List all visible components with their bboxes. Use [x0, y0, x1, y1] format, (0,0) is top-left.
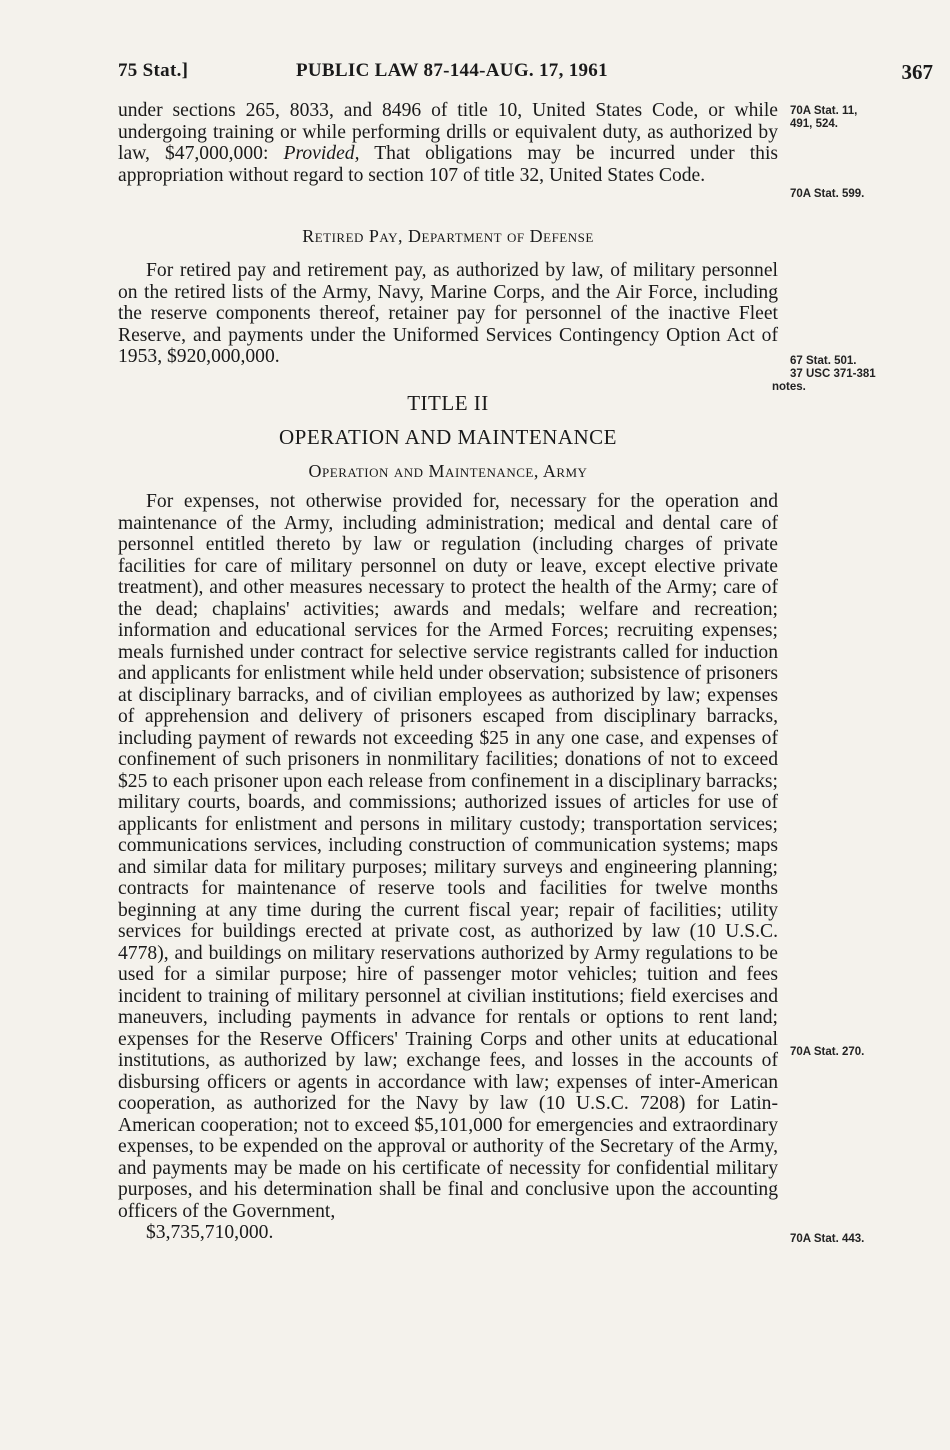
- division-heading: OPERATION AND MAINTENANCE: [279, 425, 617, 449]
- margin-note-citation: [790, 1233, 940, 1246]
- paragraph-text: That obligations may be incurred under this appropriation without regard to section 107 of title 32, United States Code.: [118, 143, 779, 186]
- volume-reference: 75 Stat.]: [118, 60, 189, 81]
- margin-note-line: 70A Stat. 443.: [790, 1233, 865, 1245]
- paragraph-text: under sections 265, 8033, and 8496 of title 10, United States Code, or while undergoing training or while performing drills or equivalent duty, as authorized by law, $47,000,000:: [118, 100, 778, 164]
- page-header: [118, 60, 933, 90]
- margin-note-line: 70A Stat. 270.: [790, 1046, 865, 1058]
- margin-note-line: 67 Stat. 501.: [790, 355, 857, 367]
- margin-note-line: 37 USC 371-381: [790, 368, 876, 380]
- margin-note-line: 491, 524.: [790, 118, 838, 130]
- paragraph-om-army: [118, 491, 778, 1244]
- margin-note-citation: [790, 1046, 940, 1059]
- paragraph-text: For expenses, not otherwise provided for, necessary for the operation and maintenance of the Army, including administration; medical and dental care of personnel entitled thereto by law or regulation (including charges of private facilities for care of military personnel on duty or leave, except elective private treatment), and other measures necessary to protect the health of the Army; care of the dead; chaplains' activities; awards and medals; welfare and recreation; information and educational services for the Armed Forces; recruiting expenses; meals furnished under contract for selective service registrants called for induction and applicants for enlistment while held under observation; subsistence of prisoners at disciplinary barracks, and of civilian employees as authorized by law; expenses of apprehension and delivery of prisoners escaped from disciplinary barracks, including payment of rewards not exceeding $25 in any one case, and expenses of confinement of such prisoners in nonmilitary facilities; donations of not to exceed $25 to each prisoner upon each release from confinement in a disciplinary barracks; military courts, boards, and commissions; authorized issues of articles for use of applicants for enlistment and persons in military custody; transportation services; communications services, including construction of communication systems; maps and similar data for military purposes; military surveys and engineering planning; contracts for maintenance of reserve tools and facilities for twelve months beginning at any time during the current fiscal year; repair of facilities; utility services for buildings erected at private cost, as authorized by law (10 U.S.C. 4778), and buildings on military reservations authorized by Army regulations to be used for a similar purpose; hire of passenger motor vehicles; tuition and fees incident to training of military personnel at civilian institutions; field exercises and maneuvers, including payments in advance for rentals or options to rent land; expenses for the Reserve Officers' Training Corps and other units at educational institutions, as authorized by law; exchange fees, and losses in the accounts of disbursing officers or agents in accordance with law; expenses of inter-American cooperation, as authorized for the Navy by law (10 U.S.C. 7208) for Latin-American cooperation; not to exceed $5,101,000 for emergencies and extraordinary expenses, to be expended on the approval or authority of the Secretary of the Army, and payments may be made on his certificate of necessity for confidential military purposes, and his determination shall be final and conclusive upon the accounting officers of the Government,: [118, 491, 778, 1222]
- main-text-column: [118, 100, 778, 1244]
- appropriation-amount: $3,735,710,000.: [146, 1222, 274, 1243]
- provided-italic: Provided,: [283, 143, 360, 164]
- section-heading-om-army: Operation and Maintenance, Army: [308, 461, 588, 481]
- margin-note-line: 70A Stat. 11,: [790, 105, 858, 117]
- margin-note-line: notes.: [772, 381, 806, 393]
- margin-note-line: 70A Stat. 599.: [790, 188, 865, 200]
- margin-note-citation: [790, 105, 940, 131]
- title-heading: TITLE II: [407, 391, 489, 415]
- page-number: 367: [901, 60, 933, 84]
- margin-note-citation: [772, 355, 940, 394]
- margin-note-citation: [790, 188, 940, 201]
- section-heading-retired-pay: Retired Pay, Department of Defense: [302, 226, 594, 246]
- paragraph-continuation: [118, 100, 778, 210]
- paragraph-retired-pay: For retired pay and retirement pay, as authorized by law, of military personnel on the retired lists of the Army, Navy, Marine Corps, and the Air Force, including the reserve components thereof, retainer pay for personnel of the inactive Fleet Reserve, and payments under the Uniformed Services Contingency Option Act of 1953, $920,000,000.: [118, 260, 778, 367]
- running-title: PUBLIC LAW 87-144-AUG. 17, 1961: [296, 60, 608, 81]
